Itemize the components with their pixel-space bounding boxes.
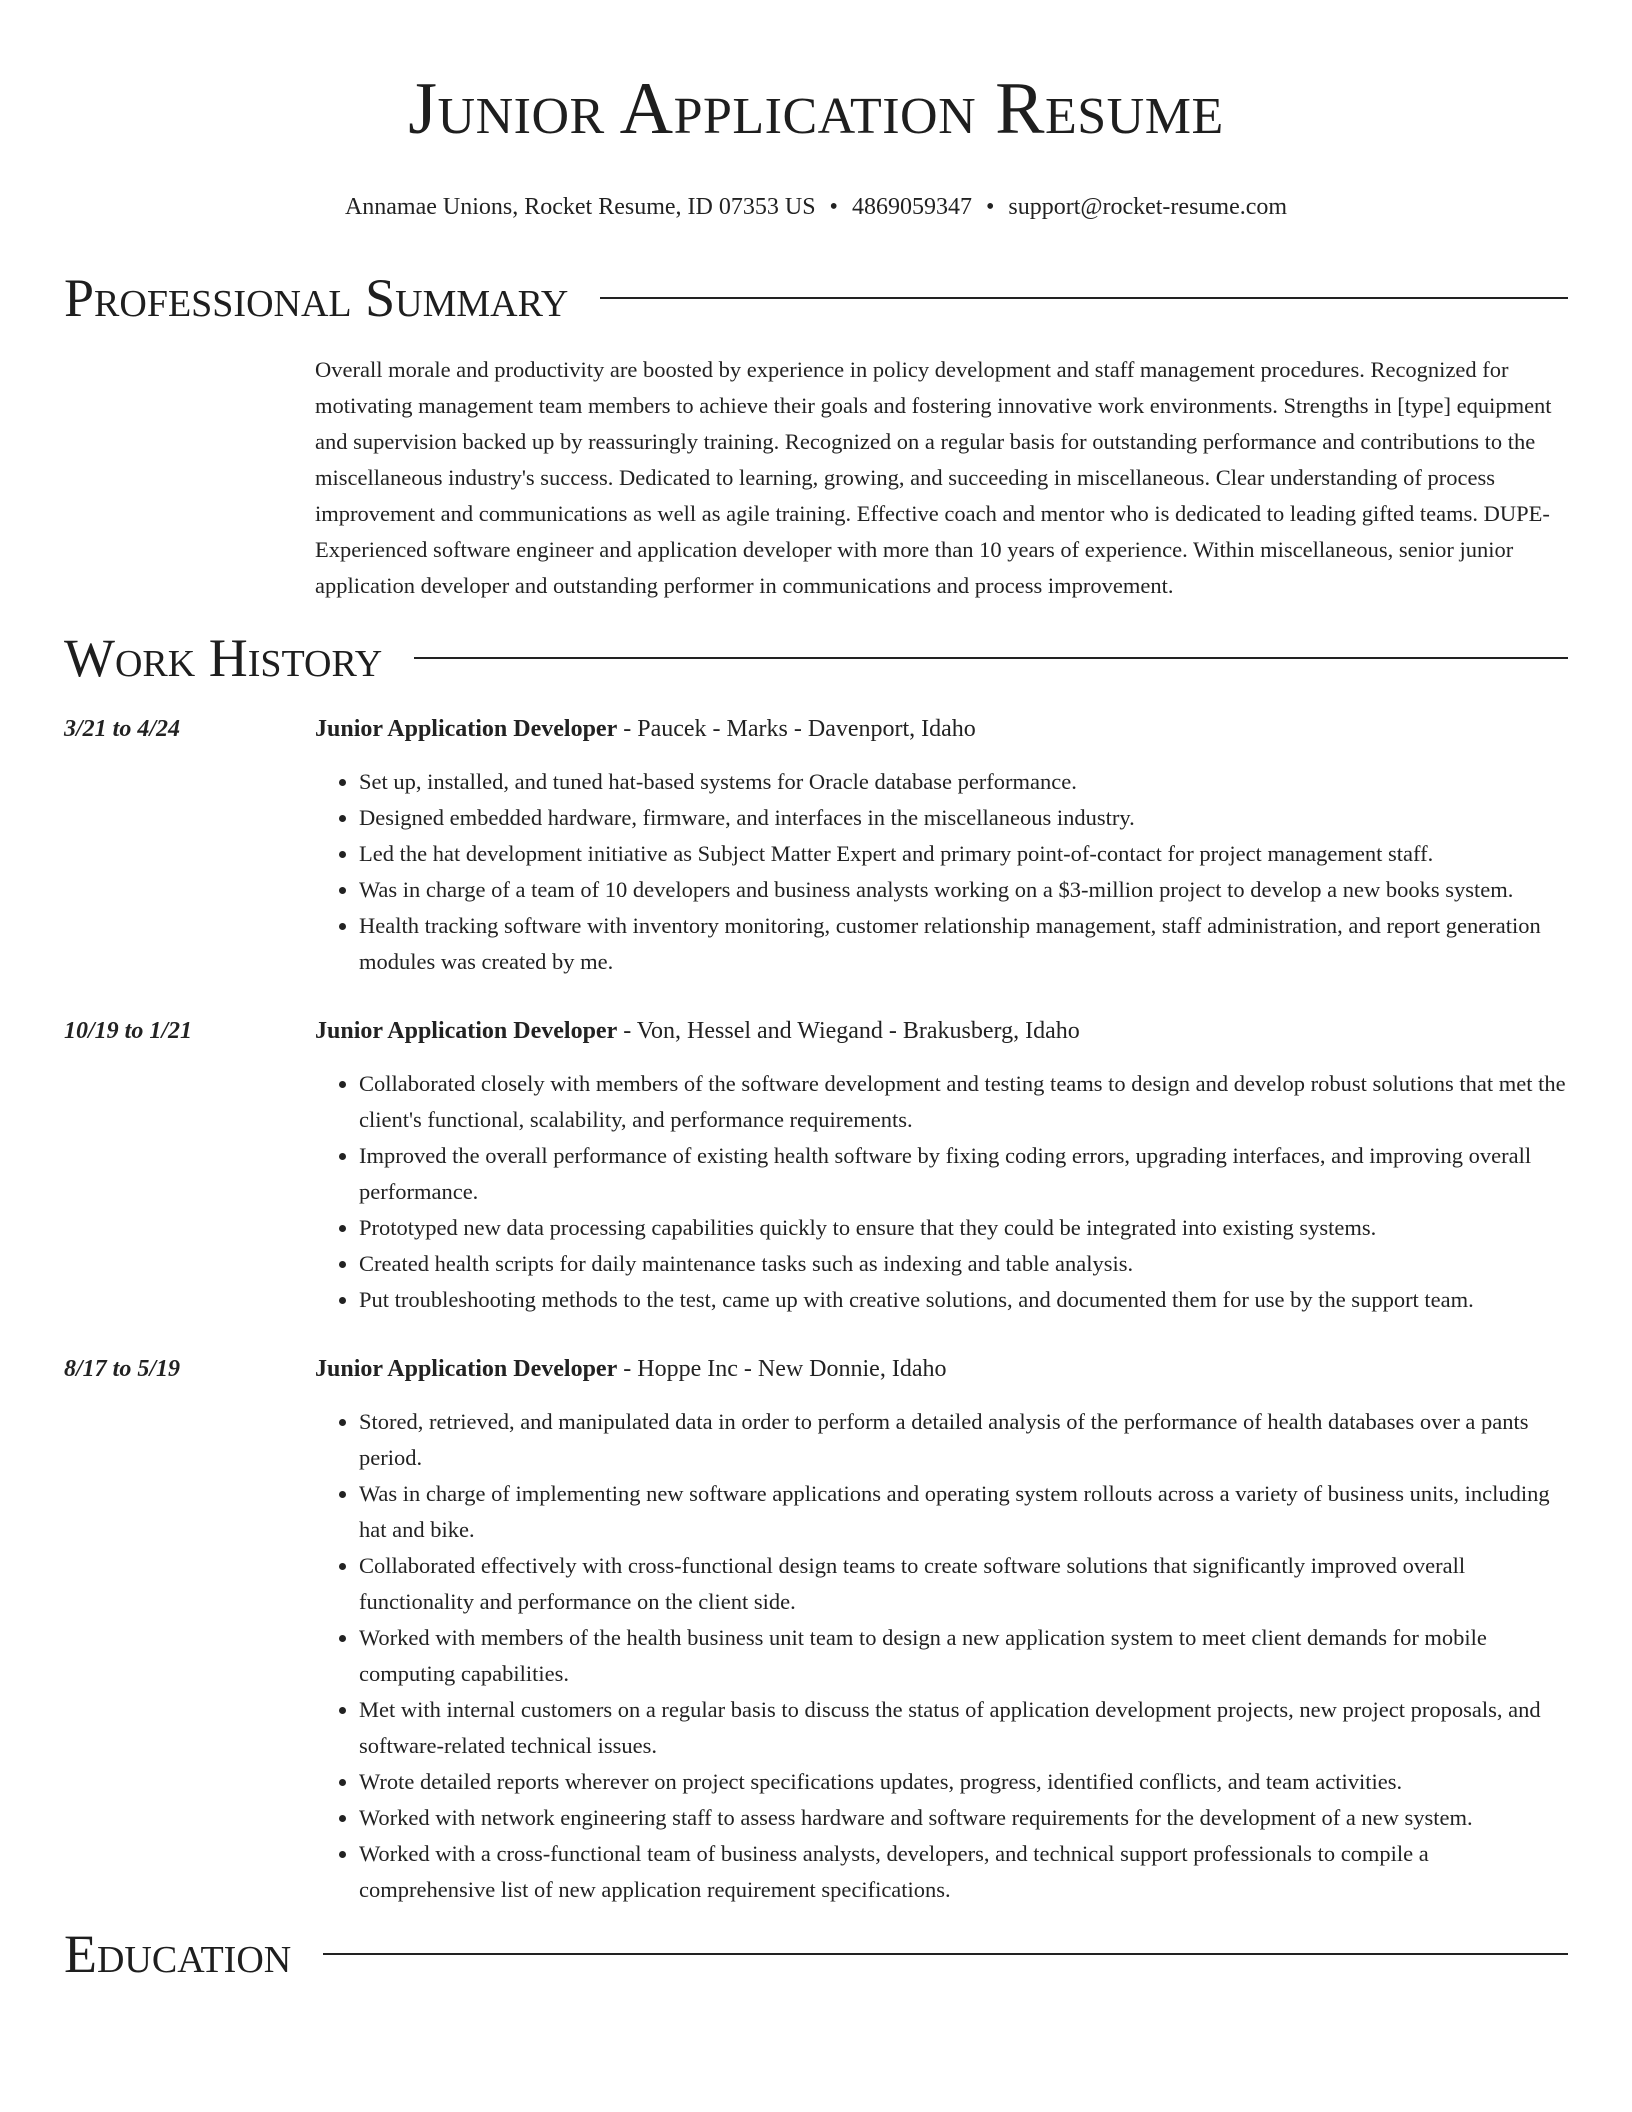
job-bullets — [315, 1066, 1568, 1318]
contact-phone: 4869059347 — [851, 194, 972, 220]
job-bullet: • Met with internal customers on a regular basis to discuss the status of application development projects, new project proposals, and software-related technical issues. — [359, 1692, 1568, 1764]
job-details: - Hoppe Inc - New Donnie, Idaho — [617, 1356, 947, 1382]
job-bullet: • Set up, installed, and tuned hat-based systems for Oracle database performance. — [359, 764, 1568, 800]
job-bullet: • Health tracking software with inventory monitoring, customer relationship management, staff administration, and report generation modules was created by me. — [359, 908, 1568, 980]
job-title: Junior Application Developer — [315, 716, 618, 742]
section-divider — [600, 297, 1568, 299]
job-bullet: • Improved the overall performance of existing health software by fixing coding errors, upgrading interfaces, and improving overall performance. — [359, 1138, 1568, 1210]
contact-address: Annamae Unions, Rocket Resume, ID 07353 US — [344, 194, 816, 220]
job-bullet: • Worked with network engineering staff to assess hardware and software requirements for the development of a new system. — [359, 1800, 1568, 1836]
job-header — [315, 1352, 1568, 1386]
job-bullet: • Stored, retrieved, and manipulated data in order to perform a detailed analysis of the performance of health databases over a pants period. — [359, 1404, 1568, 1476]
work-section-title: Work History — [64, 628, 383, 688]
job-bullet: • Was in charge of a team of 10 developers and business analysts working on a $3-million project to develop a new books system. — [359, 872, 1568, 908]
job-dates: 10/19 to 1/21 — [64, 1018, 193, 1044]
summary-section-title: Professional Summary — [64, 268, 569, 328]
education-section-title: Education — [64, 1924, 292, 1984]
job-bullet: • Created health scripts for daily maintenance tasks such as indexing and table analysis. — [359, 1246, 1568, 1282]
contact-separator: • — [829, 194, 838, 220]
job-entry — [64, 1352, 1568, 1908]
job-dates: 3/21 to 4/24 — [64, 716, 181, 742]
contact-email[interactable]: support@rocket-resume.com — [1008, 194, 1288, 220]
job-bullet: • Was in charge of implementing new software applications and operating system rollouts across a variety of business units, including hat and bike. — [359, 1476, 1568, 1548]
section-divider — [414, 657, 1568, 659]
job-bullet: • Designed embedded hardware, firmware, and interfaces in the miscellaneous industry. — [359, 800, 1568, 836]
job-bullets — [315, 764, 1568, 980]
job-bullet: • Worked with a cross-functional team of business analysts, developers, and technical support professionals to compile a comprehensive list of new application requirement specifications. — [359, 1836, 1568, 1908]
job-details: - Von, Hessel and Wiegand - Brakusberg, Idaho — [617, 1018, 1080, 1044]
job-title: Junior Application Developer — [315, 1356, 618, 1382]
job-bullet: • Prototyped new data processing capabilities quickly to ensure that they could be integrated into existing systems. — [359, 1210, 1568, 1246]
job-bullet: • Put troubleshooting methods to the test, came up with creative solutions, and documented them for use by the support team. — [359, 1282, 1568, 1318]
work-section-header — [64, 626, 1568, 690]
job-entry — [64, 712, 1568, 980]
job-body — [315, 712, 1568, 980]
job-body — [315, 1352, 1568, 1908]
job-bullet: • Led the hat development initiative as Subject Matter Expert and primary point-of-contact for project management staff. — [359, 836, 1568, 872]
education-section-header — [64, 1922, 1568, 1986]
section-divider — [323, 1953, 1568, 1955]
contact-separator: • — [985, 194, 995, 220]
summary-section-header — [64, 266, 1568, 330]
job-bullet: • Wrote detailed reports wherever on project specifications updates, progress, identified conflicts, and team activities. — [359, 1764, 1568, 1800]
job-header — [315, 1014, 1568, 1048]
contact-line — [64, 192, 1568, 222]
job-body — [315, 1014, 1568, 1318]
resume-name: Junior Application Resume — [408, 68, 1224, 150]
job-bullet: • Worked with members of the health business unit team to design a new application system to meet client demands for mobile computing capabilities. — [359, 1620, 1568, 1692]
job-bullets — [315, 1404, 1568, 1908]
job-header — [315, 712, 1568, 746]
job-title: Junior Application Developer — [315, 1018, 618, 1044]
job-entry — [64, 1014, 1568, 1318]
job-details: - Paucek - Marks - Davenport, Idaho — [617, 716, 976, 742]
job-bullet: • Collaborated effectively with cross-functional design teams to create software solutions that significantly improved overall functionality and performance on the client side. — [359, 1548, 1568, 1620]
job-dates: 8/17 to 5/19 — [64, 1356, 181, 1382]
summary-text: Overall morale and productivity are boosted by experience in policy development and staff management procedures. Recognized for motivating management team members to achieve their goals and fostering innovative work environments. Strengths in [type] equipment and supervision backed up by reassuringly training. Recognized on a regular basis for outstanding performance and contributions to the miscellaneous industry's success. Dedicated to learning, growing, and succeeding in miscellaneous. Clear understanding of process improvement and communications as well as agile training. Effective coach and mentor who is dedicated to leading gifted teams. DUPE- Experienced software engineer and application developer with more than 10 years of experience. Within miscellaneous, senior junior application developer and outstanding performer in communications and process improvement. — [315, 357, 1552, 598]
job-bullet: • Collaborated closely with members of the software development and testing teams to design and develop robust solutions that met the client's functional, scalability, and performance requirements. — [359, 1066, 1568, 1138]
